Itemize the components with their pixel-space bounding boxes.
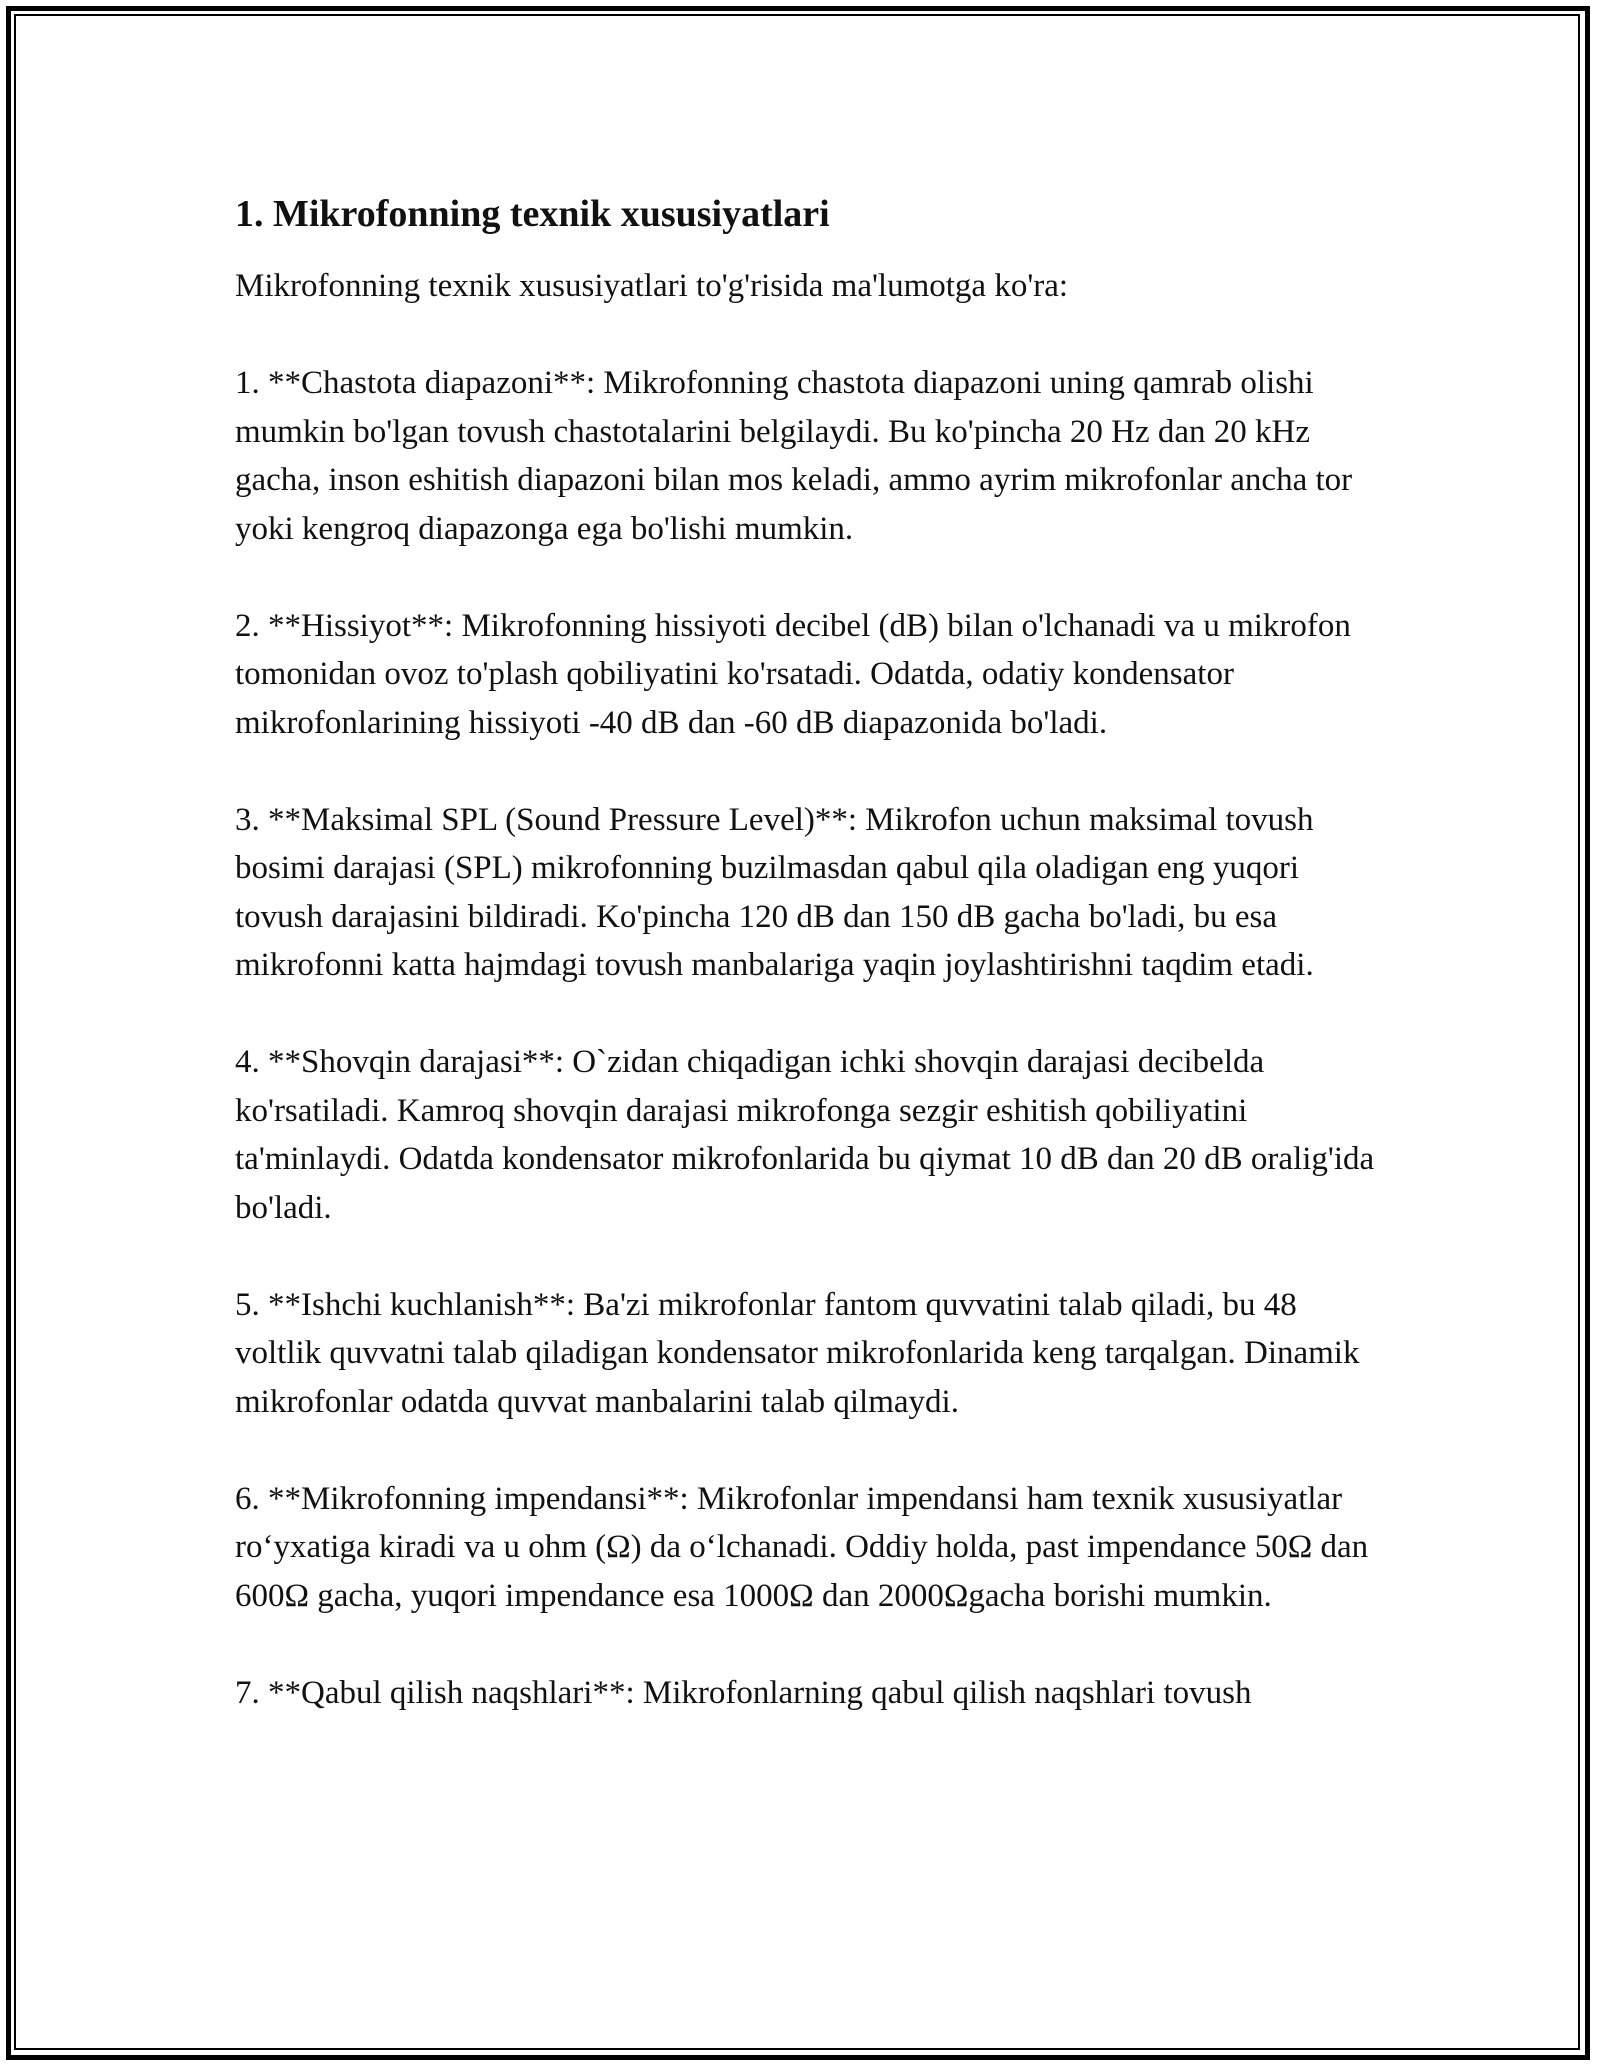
item-max-spl: 3. **Maksimal SPL (Sound Pressure Level)**: Mikrofon uchun maksimal tovush bosimi darajasi (SPL) mikrofonning buzilmasdan qabul qila oladigan eng yuqori tovush darajasini bildiradi. Ko'pincha 120 dB dan 150 dB gacha bo'ladi, bu esa mikrofonni katta hajmdagi tovush manbalariga yaqin joylashtirishni taqdim etadi. xyxy=(235,801,1314,983)
document-page xyxy=(235,190,1385,1717)
intro-paragraph: Mikrofonning texnik xususiyatlari to'g'risida ma'lumotga ko'ra: xyxy=(235,268,1069,304)
item-frequency-range: 1. **Chastota diapazoni**: Mikrofonning chastota diapazoni uning qamrab olishi mumkin bo'lgan tovush chastotalarini belgilaydi. Bu ko'pincha 20 Hz dan 20 kHz gacha, inson eshitish diapazoni bilan mos keladi, ammo ayrim mikrofonlar ancha tor yoki kengroq diapazonga ega bo'lishi mumkin. xyxy=(235,365,1353,547)
item-operating-voltage: 5. **Ishchi kuchlanish**: Ba'zi mikrofonlar fantom quvvatini talab qiladi, bu 48 voltlik quvvatni talab qiladigan kondensator mikrofonlarida keng tarqalgan. Dinamik mikrofonlar odatda quvvat manbalarini talab qilmaydi. xyxy=(235,1286,1360,1420)
item-noise-level: 4. **Shovqin darajasi**: O`zidan chiqadigan ichki shovqin darajasi decibelda ko'rsatiladi. Kamroq shovqin darajasi mikrofonga sezgir eshitish qobiliyatini ta'minlaydi. Odatda kondensator mikrofonlarida bu qiymat 10 dB dan 20 dB oralig'ida bo'ladi. xyxy=(235,1044,1375,1226)
item-sensitivity: 2. **Hissiyot**: Mikrofonning hissiyoti decibel (dB) bilan o'lchanadi va u mikrofon tomonidan ovoz to'plash qobiliyatini ko'rsatadi. Odatda, odatiy kondensator mikrofonlarining hissiyoti -40 dB dan -60 dB diapazonida bo'ladi. xyxy=(235,607,1351,741)
item-impedance: 6. **Mikrofonning impendansi**: Mikrofonlar impendansi ham texnik xususiyatlar roʻyxatiga kiradi va u ohm (Ω) da oʻlchanadi. Oddiy holda, past impendance 50Ω dan 600Ω gacha, yuqori impendance esa 1000Ω dan 2000Ωgacha borishi mumkin. xyxy=(235,1480,1369,1614)
section-heading: 1. Mikrofonning texnik xususiyatlari xyxy=(235,193,830,235)
item-pickup-patterns: 7. **Qabul qilish naqshlari**: Mikrofonlarning qabul qilish naqshlari tovush xyxy=(235,1674,1252,1711)
